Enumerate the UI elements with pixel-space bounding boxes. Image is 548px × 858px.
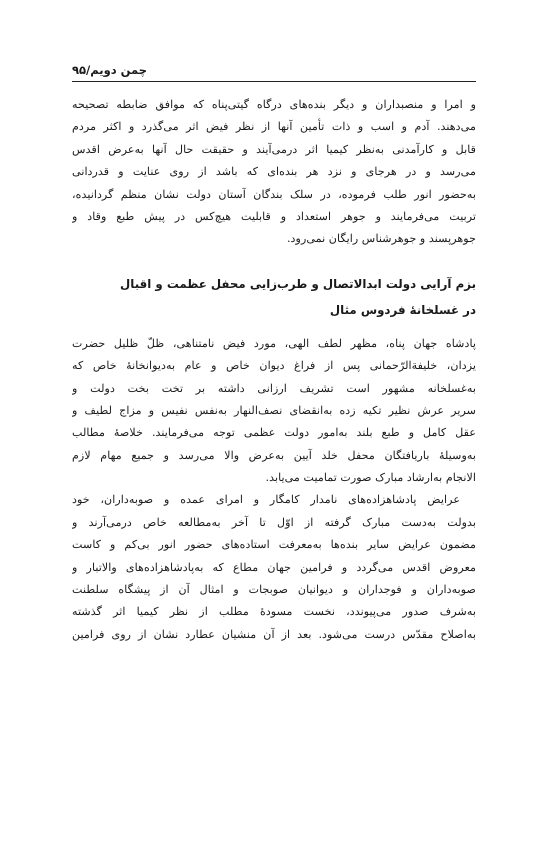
text-line: پادشاه جهان پناه، مظهر لطف الهی، مورد فیض نامتناهی، ظلّ ظلیل حضرت — [72, 336, 476, 350]
text-line: عرایض پادشاهزاده‌های نامدار کامگار و امرای عمده و صوبه‌داران، خود — [72, 493, 460, 507]
text-line: الانجام به‌ارشاد مبارک صورت تمامیت می‌یابد. — [265, 471, 476, 485]
text-line: قابل و کارآمدنی به‌نظر کیمیا اثر درمی‌آیند و حقیقت حال آنها به‌عرض اقدس — [72, 142, 476, 156]
paragraph-1 — [72, 94, 476, 251]
text-line: صوبه‌داران و فوجداران و دیوانیان صوبجات و امثال آن از پیشگاه سلطنت — [72, 583, 476, 597]
text-line: به‌غسلخانه مشهور است تشریف ارزانی داشته بر تخت بخت دولت و — [72, 381, 476, 395]
text-line: به‌حضور انور طلب فرموده، در سلک بندگان آستان دولت نشان منظم گردانیده، — [72, 187, 476, 201]
text-line: می‌رسد و در هرجای و نزد هر بنده‌ای که باشد از روی عنایت و قدردانی — [72, 165, 476, 179]
text-line: تربیت می‌فرمایند و جوهر استعداد و قابلیت هیچ‌کس در پیش طبع وقاد و — [72, 209, 476, 223]
text-line: به‌وسیلۀ باریافتگان محفل خلد آیین به‌عرض والا می‌رسد و جمیع مهام لازم — [72, 448, 476, 462]
text-line: می‌دهند. آدم و اسب و ذات تأمین آنها از نظر فیض اثر می‌گذرد و اکثر مردم — [72, 120, 476, 134]
section-heading — [72, 271, 476, 323]
heading-line: بزم آرایی دولت ابدالاتصال و طرب‌زایی محفل عظمت و اقبال — [120, 276, 476, 291]
text-line: مضمون عرایض سایر بنده‌ها به‌معرفت استاده‌های حضور انور بی‌کم و کاست — [72, 538, 476, 552]
text-line: معروض اقدس می‌گردد و فرامین جهان مطاع که به‌پادشاهزاده‌های والاتبار و — [72, 560, 476, 574]
page-body — [72, 94, 476, 646]
text-line: بدولت به‌دست مبارک گرفته از اوّل تا آخر به‌مطالعه خاص درمی‌آرند و — [72, 515, 476, 529]
text-line: جوهرپسند و جوهرشناس رایگان نمی‌رود. — [287, 232, 476, 246]
text-line: و امرا و منصبداران و دیگر بنده‌های درگاه گیتی‌پناه که موافق ضابطه تصحیحه — [72, 98, 476, 111]
heading-line: در غسلخانۀ فردوس مثال — [329, 302, 476, 317]
text-line: به‌شرف صدور می‌پیوندد، نخست مسودۀ مطلب از نظر کیمیا اثر گذشته — [72, 605, 476, 619]
paragraph-3 — [72, 489, 476, 646]
running-head: ۹۵/چمن دویم — [72, 63, 147, 77]
text-line: به‌اصلاح مقدّس درست می‌شود. بعد از آن منشیان عطارد نشان از روی فرامین — [72, 627, 476, 641]
paragraph-2 — [72, 333, 476, 490]
header-rule — [72, 81, 476, 82]
text-line: عقل کامل و طبع بلند به‌امور دولت عظمی توجه می‌فرمایند. خلاصۀ مطالب — [72, 426, 476, 440]
text-line: یزدان، خلیفةالرّحمانی پس از فراغ دیوان خاص و عام به‌دیوانخانۀ خاص که — [72, 359, 476, 373]
text-line: سریر عرش نظیر تکیه زده به‌انقضای نصف‌النهار به‌نفس نفیس و مزاج لطیف و — [72, 403, 476, 417]
